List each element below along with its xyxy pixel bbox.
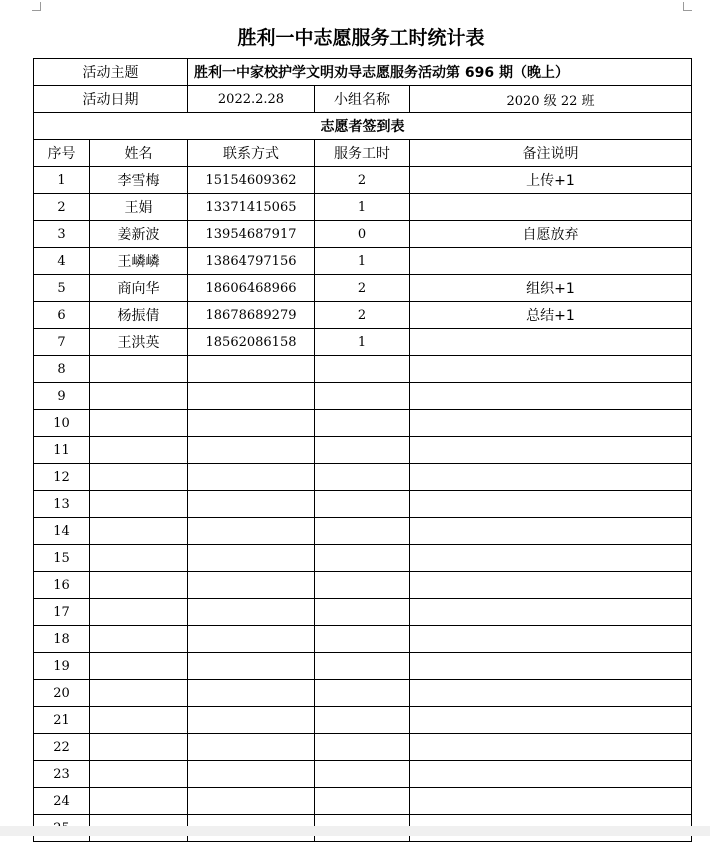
theme-row xyxy=(34,59,692,86)
cell-contact[interactable] xyxy=(188,518,315,545)
cell-index[interactable]: 18 xyxy=(34,626,90,653)
cell-name[interactable] xyxy=(90,356,188,383)
cell-hours[interactable] xyxy=(315,437,410,464)
table-row xyxy=(34,599,692,626)
header-index: 序号 xyxy=(34,140,90,167)
table-row xyxy=(34,464,692,491)
cell-contact[interactable]: 18678689279 xyxy=(188,302,315,329)
cell-hours[interactable] xyxy=(315,572,410,599)
table-row xyxy=(34,734,692,761)
table-row xyxy=(34,518,692,545)
cell-index[interactable]: 7 xyxy=(34,329,90,356)
cell-remarks[interactable] xyxy=(410,680,692,707)
cell-index[interactable]: 20 xyxy=(34,680,90,707)
cell-hours[interactable] xyxy=(315,356,410,383)
table-row xyxy=(34,356,692,383)
cell-index[interactable]: 8 xyxy=(34,356,90,383)
cell-hours[interactable]: 2 xyxy=(315,275,410,302)
cell-contact[interactable]: 13864797156 xyxy=(188,248,315,275)
cell-hours[interactable] xyxy=(315,680,410,707)
cell-contact[interactable] xyxy=(188,437,315,464)
group-label: 小组名称 xyxy=(315,86,410,113)
table-row xyxy=(34,167,692,194)
cell-contact[interactable]: 13371415065 xyxy=(188,194,315,221)
cell-name[interactable] xyxy=(90,545,188,572)
cell-remarks[interactable]: 自愿放弃 xyxy=(410,221,692,248)
cell-remarks[interactable] xyxy=(410,194,692,221)
cell-index[interactable]: 19 xyxy=(34,653,90,680)
cell-remarks[interactable]: 上传+1 xyxy=(410,167,692,194)
cell-index[interactable]: 23 xyxy=(34,761,90,788)
cell-contact[interactable] xyxy=(188,761,315,788)
table-row xyxy=(34,194,692,221)
table-row xyxy=(34,329,692,356)
cell-name[interactable] xyxy=(90,707,188,734)
header-hours: 服务工时 xyxy=(315,140,410,167)
cell-name[interactable] xyxy=(90,788,188,815)
header-remarks: 备注说明 xyxy=(410,140,692,167)
section-title: 志愿者签到表 xyxy=(34,113,692,140)
cell-name[interactable] xyxy=(90,518,188,545)
table-row xyxy=(34,383,692,410)
header-contact: 联系方式 xyxy=(188,140,315,167)
cell-contact[interactable] xyxy=(188,680,315,707)
cell-contact[interactable] xyxy=(188,491,315,518)
cell-remarks[interactable] xyxy=(410,545,692,572)
cell-index[interactable]: 15 xyxy=(34,545,90,572)
cell-contact[interactable]: 15154609362 xyxy=(188,167,315,194)
cell-hours[interactable] xyxy=(315,734,410,761)
cell-name[interactable]: 商向华 xyxy=(90,275,188,302)
cell-remarks[interactable] xyxy=(410,329,692,356)
cell-hours[interactable]: 1 xyxy=(315,329,410,356)
cell-name[interactable] xyxy=(90,437,188,464)
cell-contact[interactable] xyxy=(188,356,315,383)
cell-name[interactable]: 王洪英 xyxy=(90,329,188,356)
cell-hours[interactable]: 1 xyxy=(315,248,410,275)
table-row xyxy=(34,572,692,599)
cell-name[interactable] xyxy=(90,410,188,437)
cell-hours[interactable]: 0 xyxy=(315,221,410,248)
cell-remarks[interactable]: 组织+1 xyxy=(410,275,692,302)
cell-remarks[interactable] xyxy=(410,248,692,275)
cell-remarks[interactable] xyxy=(410,464,692,491)
cell-hours[interactable] xyxy=(315,491,410,518)
table-row xyxy=(34,707,692,734)
cell-remarks[interactable]: 总结+1 xyxy=(410,302,692,329)
cell-remarks[interactable] xyxy=(410,788,692,815)
cell-hours[interactable] xyxy=(315,545,410,572)
cell-remarks[interactable] xyxy=(410,761,692,788)
cell-contact[interactable] xyxy=(188,464,315,491)
cell-name[interactable] xyxy=(90,680,188,707)
section-title-row xyxy=(34,113,692,140)
cell-index[interactable]: 3 xyxy=(34,221,90,248)
cell-contact[interactable] xyxy=(188,545,315,572)
cell-index[interactable]: 21 xyxy=(34,707,90,734)
cell-hours[interactable] xyxy=(315,464,410,491)
cell-hours[interactable]: 1 xyxy=(315,194,410,221)
cell-remarks[interactable] xyxy=(410,572,692,599)
cell-index[interactable]: 24 xyxy=(34,788,90,815)
cell-name[interactable] xyxy=(90,626,188,653)
table-row xyxy=(34,653,692,680)
cell-contact[interactable]: 18562086158 xyxy=(188,329,315,356)
cell-name[interactable] xyxy=(90,734,188,761)
cell-hours[interactable] xyxy=(315,788,410,815)
table-row xyxy=(34,680,692,707)
cell-index[interactable]: 13 xyxy=(34,491,90,518)
cell-index[interactable]: 22 xyxy=(34,734,90,761)
cell-index[interactable]: 10 xyxy=(34,410,90,437)
cell-index[interactable]: 6 xyxy=(34,302,90,329)
cell-remarks[interactable] xyxy=(410,599,692,626)
group-value[interactable]: 2020 级 22 班 xyxy=(410,86,692,113)
cell-remarks[interactable] xyxy=(410,491,692,518)
header-name: 姓名 xyxy=(90,140,188,167)
cell-name[interactable]: 王娟 xyxy=(90,194,188,221)
cell-index[interactable]: 9 xyxy=(34,383,90,410)
cell-name[interactable]: 姜新波 xyxy=(90,221,188,248)
cell-hours[interactable]: 2 xyxy=(315,167,410,194)
table-row xyxy=(34,302,692,329)
cell-hours[interactable] xyxy=(315,383,410,410)
cell-remarks[interactable] xyxy=(410,437,692,464)
cell-contact[interactable] xyxy=(188,410,315,437)
table-row xyxy=(34,275,692,302)
page-corner-mark-right xyxy=(683,2,692,11)
theme-label: 活动主题 xyxy=(34,59,188,86)
cell-name[interactable] xyxy=(90,491,188,518)
cell-name[interactable]: 李雪梅 xyxy=(90,167,188,194)
cell-hours[interactable] xyxy=(315,410,410,437)
cell-name[interactable] xyxy=(90,572,188,599)
cell-contact[interactable] xyxy=(188,707,315,734)
cell-remarks[interactable] xyxy=(410,356,692,383)
date-value[interactable]: 2022.2.28 xyxy=(188,86,315,113)
cell-contact[interactable] xyxy=(188,383,315,410)
theme-value[interactable]: 胜利一中家校护学文明劝导志愿服务活动第 696 期（晚上） xyxy=(188,59,692,86)
table-row xyxy=(34,545,692,572)
cell-hours[interactable] xyxy=(315,626,410,653)
cell-remarks[interactable] xyxy=(410,518,692,545)
table-row xyxy=(34,491,692,518)
cell-index[interactable]: 12 xyxy=(34,464,90,491)
cell-remarks[interactable] xyxy=(410,410,692,437)
volunteer-hours-table xyxy=(33,58,692,842)
cell-index[interactable]: 16 xyxy=(34,572,90,599)
document-title: 胜利一中志愿服务工时统计表 xyxy=(237,27,485,49)
cell-remarks[interactable] xyxy=(410,707,692,734)
cell-remarks[interactable] xyxy=(410,383,692,410)
cell-contact[interactable]: 18606468966 xyxy=(188,275,315,302)
cell-name[interactable]: 杨振倩 xyxy=(90,302,188,329)
table-row xyxy=(34,761,692,788)
cell-index[interactable]: 14 xyxy=(34,518,90,545)
cell-index[interactable]: 11 xyxy=(34,437,90,464)
cell-hours[interactable] xyxy=(315,653,410,680)
cell-index[interactable]: 1 xyxy=(34,167,90,194)
cell-index[interactable]: 4 xyxy=(34,248,90,275)
cell-contact[interactable] xyxy=(188,599,315,626)
table-row xyxy=(34,221,692,248)
page-corner-mark-left xyxy=(32,2,41,11)
date-label: 活动日期 xyxy=(34,86,188,113)
cell-index[interactable]: 2 xyxy=(34,194,90,221)
cell-hours[interactable] xyxy=(315,761,410,788)
cell-hours[interactable] xyxy=(315,518,410,545)
cell-hours[interactable]: 2 xyxy=(315,302,410,329)
cell-name[interactable] xyxy=(90,599,188,626)
page-bottom-gap xyxy=(0,826,710,836)
cell-contact[interactable] xyxy=(188,572,315,599)
cell-remarks[interactable] xyxy=(410,734,692,761)
cell-hours[interactable] xyxy=(315,707,410,734)
table-row xyxy=(34,788,692,815)
cell-index[interactable]: 17 xyxy=(34,599,90,626)
table-row xyxy=(34,626,692,653)
header-row xyxy=(34,140,692,167)
cell-hours[interactable] xyxy=(315,599,410,626)
table-row xyxy=(34,410,692,437)
cell-name[interactable] xyxy=(90,383,188,410)
cell-contact[interactable] xyxy=(188,653,315,680)
cell-contact[interactable] xyxy=(188,788,315,815)
cell-remarks[interactable] xyxy=(410,626,692,653)
cell-contact[interactable] xyxy=(188,626,315,653)
cell-contact[interactable] xyxy=(188,734,315,761)
table-row xyxy=(34,248,692,275)
cell-remarks[interactable] xyxy=(410,653,692,680)
cell-name[interactable] xyxy=(90,761,188,788)
date-group-row xyxy=(34,86,692,113)
cell-name[interactable]: 王嶙嶙 xyxy=(90,248,188,275)
cell-name[interactable] xyxy=(90,464,188,491)
cell-name[interactable] xyxy=(90,653,188,680)
table-row xyxy=(34,437,692,464)
cell-index[interactable]: 5 xyxy=(34,275,90,302)
cell-contact[interactable]: 13954687917 xyxy=(188,221,315,248)
